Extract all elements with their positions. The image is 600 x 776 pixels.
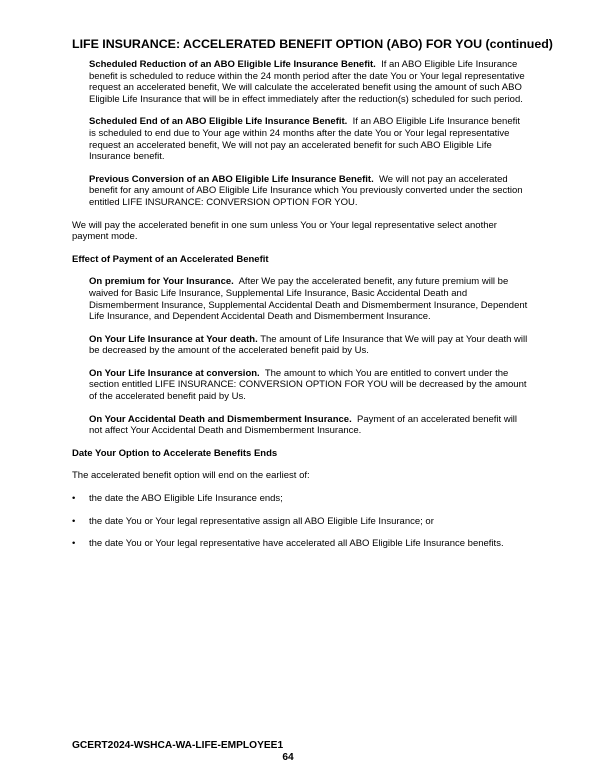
list-item-text: the date You or Your legal representative have accelerated all ABO Eligible Life Insurance benefits. — [89, 538, 504, 550]
death-paragraph — [89, 334, 528, 357]
previous-conversion-paragraph — [89, 174, 528, 209]
scheduled-end-text: If an ABO Eligible Life Insurance benefit is scheduled to end due to Your age within 24 months after the date You or Your legal representative request an accelerated benefit, We will not pay an accelerated benefit for such ABO Eligible Life Insurance benefit. — [89, 116, 520, 163]
list-item-text: the date the ABO Eligible Life Insurance ends; — [89, 493, 283, 505]
previous-conversion-text: We will not pay an accelerated benefit for any amount of ABO Eligible Life Insurance which You previously converted under the section entitled LIFE INSURANCE: CONVERSION OPTION FOR YOU. — [89, 173, 523, 208]
list-item-text: the date You or Your legal representative assign all ABO Eligible Life Insurance; or — [89, 515, 434, 527]
add-paragraph — [89, 414, 528, 437]
scheduled-end-paragraph — [89, 116, 528, 162]
conversion-paragraph — [89, 368, 528, 403]
option-ends-intro: The accelerated benefit option will end on the earliest of: — [72, 470, 310, 482]
footer-form-id: GCERT2024-WSHCA-WA-LIFE-EMPLOYEE1 — [72, 740, 284, 751]
list-item — [72, 516, 528, 528]
effect-of-payment-heading: Effect of Payment of an Accelerated Benefit — [72, 253, 269, 265]
scheduled-reduction-paragraph — [89, 59, 528, 105]
bullet-icon: • — [72, 493, 76, 505]
scheduled-reduction-heading: Scheduled Reduction of an ABO Eligible Life Insurance Benefit. — [89, 59, 376, 70]
scheduled-end-heading: Scheduled End of an ABO Eligible Life Insurance Benefit. — [89, 116, 348, 128]
document-body — [72, 59, 528, 561]
previous-conversion-heading: Previous Conversion of an ABO Eligible Life Insurance Benefit. — [89, 173, 374, 185]
option-ends-heading: Date Your Option to Accelerate Benefits Ends — [72, 447, 278, 459]
conversion-heading: On Your Life Insurance at conversion. — [89, 367, 260, 379]
conversion-text: The amount to which You are entitled to convert under the section entitled LIFE INSURANCE: CONVERSION OPTION FOR YOU will be decreased by the amount of the accelerated benefit paid by Us. — [89, 367, 527, 403]
add-heading: On Your Accidental Death and Dismemberment Insurance. — [89, 413, 352, 425]
page-title: LIFE INSURANCE: ACCELERATED BENEFIT OPTION (ABO) FOR YOU (continued) — [72, 37, 553, 51]
bullet-icon: • — [72, 515, 76, 527]
list-item — [72, 538, 528, 550]
page-number: 64 — [282, 752, 294, 763]
list-item — [72, 493, 528, 505]
premium-heading: On premium for Your Insurance. — [89, 276, 234, 288]
lump-sum-paragraph: We will pay the accelerated benefit in one sum unless You or Your legal representative select another payment mode. — [72, 219, 497, 243]
premium-paragraph — [89, 276, 528, 322]
death-heading: On Your Life Insurance at Your death. — [89, 333, 258, 345]
premium-text: After We pay the accelerated benefit, any future premium will be waived for Basic Life Insurance, Supplemental Life Insurance, Basic Accidental Death and Dismemberment Insurance, Supplemental Accidental Death and Dismemberment Insurance, Dependent Life Insurance, and Dependent Accidental Death and Dismemberment Insurance. — [89, 276, 528, 323]
bullet-icon: • — [72, 538, 76, 550]
death-text: The amount of Life Insurance that We will pay at Your death will be decreased by the amount of the accelerated benefit paid by Us. — [89, 333, 528, 357]
scheduled-reduction-text: If an ABO Eligible Life Insurance benefit is scheduled to reduce within the 24 month period after the date You or Your legal representative request an accelerated benefit, We will calculate the accelerated benefit using the amount of such ABO Eligible Life Insurance that will be in effect immediately after the reduction(s) scheduled for such period. — [89, 59, 525, 105]
add-text: Payment of an accelerated benefit will not affect Your Accidental Death and Dismemberment Insurance. — [89, 413, 518, 437]
